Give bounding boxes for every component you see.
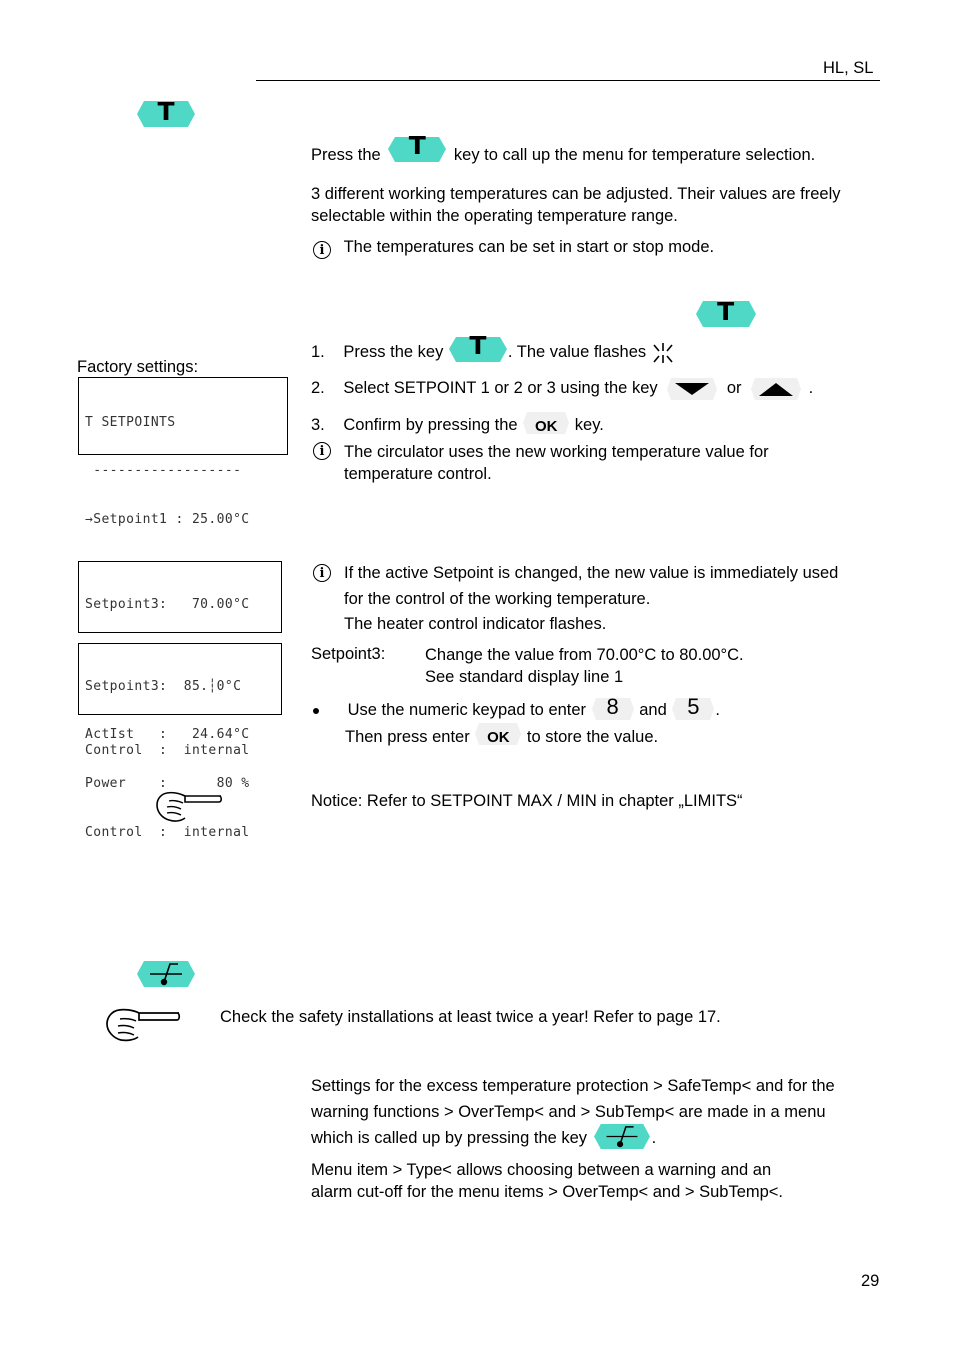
- info-note: i The temperatures can be set in start or stop mode.: [313, 238, 714, 259]
- setpoint3-label: Setpoint3:: [311, 645, 386, 663]
- page-number: 29: [861, 1272, 880, 1290]
- info-icon: i: [313, 564, 331, 582]
- standard-display-editing: [78, 643, 282, 841]
- t-key-icon: T: [136, 100, 196, 128]
- lcd-line: ActIst : 24.64°C: [85, 727, 250, 743]
- header-title: HL, SL: [823, 59, 874, 77]
- setpoint3-description: Change the value from 70.00°C to 80.00°C. See standard display line 1: [425, 646, 744, 686]
- t-key-icon: T: [387, 136, 447, 163]
- key-5-icon: 5: [671, 697, 715, 721]
- flashing-icon: [651, 340, 675, 366]
- thermometer-key-icon: [592, 1123, 652, 1150]
- thermometer-key-icon: [136, 960, 196, 988]
- step-info: i The circulator uses the new working temperature value for temperature control.: [313, 441, 769, 485]
- press-line: [311, 131, 816, 169]
- press-pre-text: Press the: [311, 146, 381, 164]
- t-key-icon: T: [448, 336, 508, 363]
- setpoint-change-info: i If the active Setpoint is changed, the new value is immediately used for the control of the working temperature. The heater control indicator flashes.: [313, 561, 838, 638]
- lcd-line: Setpoint3: 85.┆0°C: [85, 678, 242, 694]
- factory-settings-label: Factory settings:: [77, 358, 199, 376]
- step-3: 3. Confirm by pressing the OK key.: [311, 412, 604, 438]
- lcd-line: Setpoint3: 70.00°C: [85, 596, 250, 612]
- pointing-hand-icon: [105, 1007, 181, 1043]
- press-post-text: key to call up the menu for temperature selection.: [453, 146, 816, 164]
- para-line-with-key: which is called up by pressing the key .: [311, 1125, 835, 1152]
- working-temps-paragraph: [311, 183, 841, 227]
- arrow-up-key-icon: [750, 377, 802, 401]
- lcd-line: ------------------: [85, 463, 242, 479]
- notice-text: Notice: Refer to SETPOINT MAX / MIN in chapter „LIMITS“: [311, 792, 743, 810]
- key-8-icon: 8: [591, 697, 635, 721]
- header-rule: [256, 80, 880, 81]
- para-line: 3 different working temperatures can be adjusted. Their values are freely: [311, 185, 841, 203]
- ok-key-icon: OK: [522, 411, 570, 435]
- lcd-line: →Setpoint1 : 25.00°C: [85, 512, 250, 528]
- bullet-line: Use the numeric keypad to enter 8 and 5 .: [313, 697, 720, 723]
- para-line: selectable within the operating temperature range.: [311, 207, 678, 225]
- step-1: 1. Press the key T . The value flashes: [311, 339, 675, 366]
- lcd-line: Control : internal: [85, 825, 250, 841]
- lcd-line: T SETPOINTS: [85, 414, 176, 430]
- pointing-hand-icon: [155, 790, 223, 824]
- safety-paragraph-1: Settings for the excess temperature protection > SafeTemp< and for the warning functions > OverTemp< and > SubTemp< are made in a menu which is called up by pressing the key .: [311, 1073, 835, 1152]
- ok-key-icon: OK: [474, 722, 522, 746]
- info-icon: i: [313, 442, 331, 460]
- safety-paragraph-2: Menu item > Type< allows choosing between a warning and an alarm cut-off for the menu items > OverTemp< and > SubTemp<.: [311, 1161, 784, 1201]
- factory-settings-display: [78, 377, 288, 528]
- info-icon: i: [313, 241, 331, 259]
- step-2: 2. Select SETPOINT 1 or 2 or 3 using the key or .: [311, 375, 813, 401]
- lcd-line: Control : internal: [85, 743, 250, 759]
- safety-check-text: Check the safety installations at least twice a year! Refer to page 17.: [220, 1008, 721, 1026]
- bullet-dot: [313, 708, 319, 714]
- lcd-line: Power : 80 %: [85, 776, 250, 792]
- t-key-icon: T: [695, 300, 757, 328]
- then-line: Then press enter OK to store the value.: [345, 724, 658, 750]
- arrow-down-key-icon: [666, 377, 718, 401]
